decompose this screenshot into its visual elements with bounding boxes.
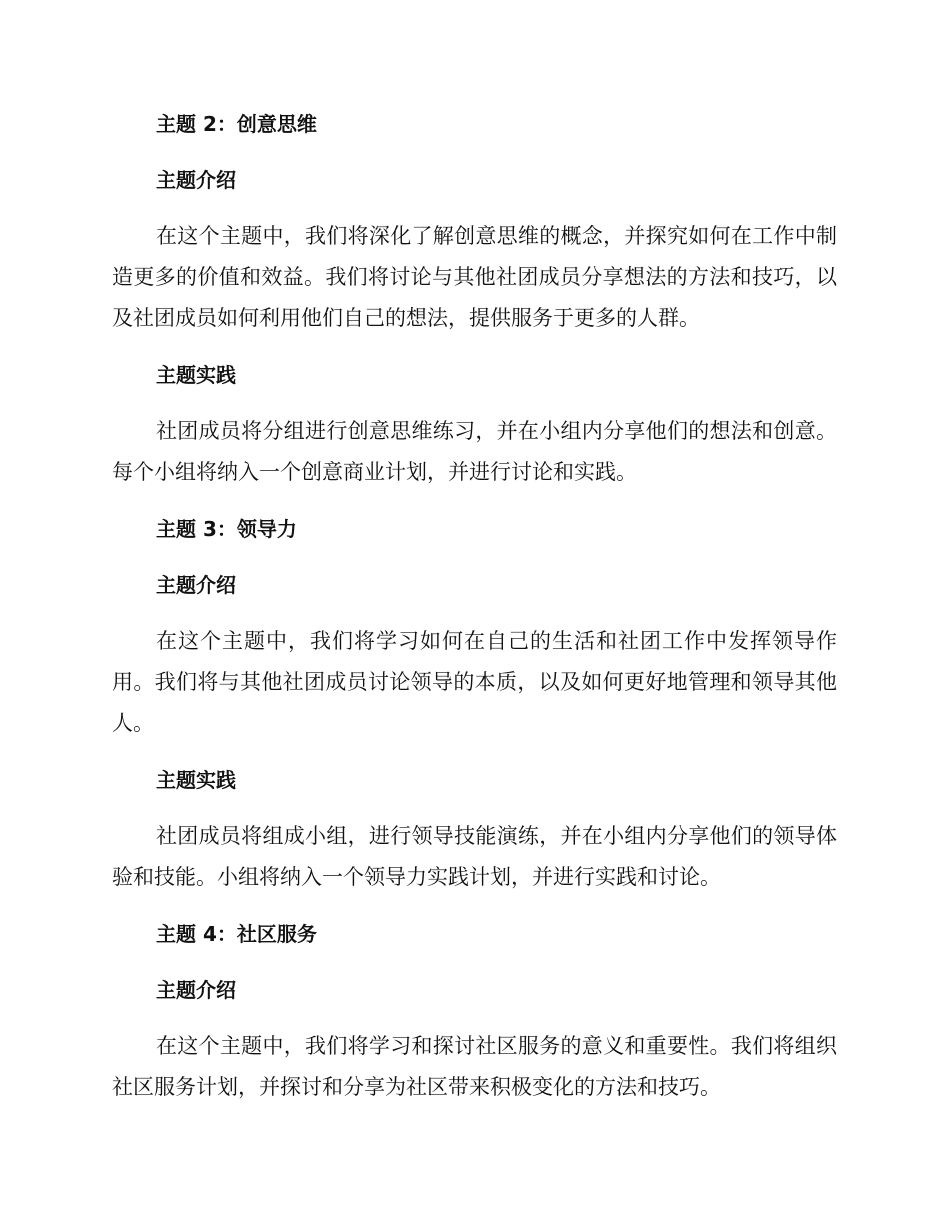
intro-paragraph: 在这个主题中，我们将深化了解创意思维的概念，并探究如何在工作中制造更多的价值和效益。我们将讨论与其他社团成员分享想法的方法和技巧，以及社团成员如何利用他们自己的想法，提供服务于更多的人群。 (112, 224, 837, 330)
intro-heading: 主题介绍 (156, 168, 236, 192)
practice-paragraph: 社团成员将组成小组，进行领导技能演练，并在小组内分享他们的领导体验和技能。小组将纳入一个领导力实践计划，并进行实践和讨论。 (112, 824, 837, 889)
document-page (112, 104, 837, 1124)
intro-paragraph: 在这个主题中，我们将学习和探讨社区服务的意义和重要性。我们将组织社区服务计划，并探讨和分享为社区带来积极变化的方法和技巧。 (112, 1034, 837, 1099)
practice-heading: 主题实践 (156, 363, 236, 387)
section-community-service (112, 914, 837, 1108)
section-title: 主题 2：创意思维 (156, 112, 317, 136)
intro-paragraph: 在这个主题中，我们将学习如何在自己的生活和社团工作中发挥领导作用。我们将与其他社团成员讨论领导的本质，以及如何更好地管理和领导其他人。 (112, 629, 837, 735)
section-title: 主题 4：社区服务 (156, 922, 317, 946)
section-creative-thinking (112, 104, 837, 493)
section-leadership (112, 509, 837, 898)
practice-heading: 主题实践 (156, 768, 236, 792)
practice-paragraph: 社团成员将分组进行创意思维练习，并在小组内分享他们的想法和创意。每个小组将纳入一个创意商业计划，并进行讨论和实践。 (112, 419, 837, 484)
section-title: 主题 3：领导力 (156, 517, 297, 541)
intro-heading: 主题介绍 (156, 573, 236, 597)
intro-heading: 主题介绍 (156, 978, 236, 1002)
